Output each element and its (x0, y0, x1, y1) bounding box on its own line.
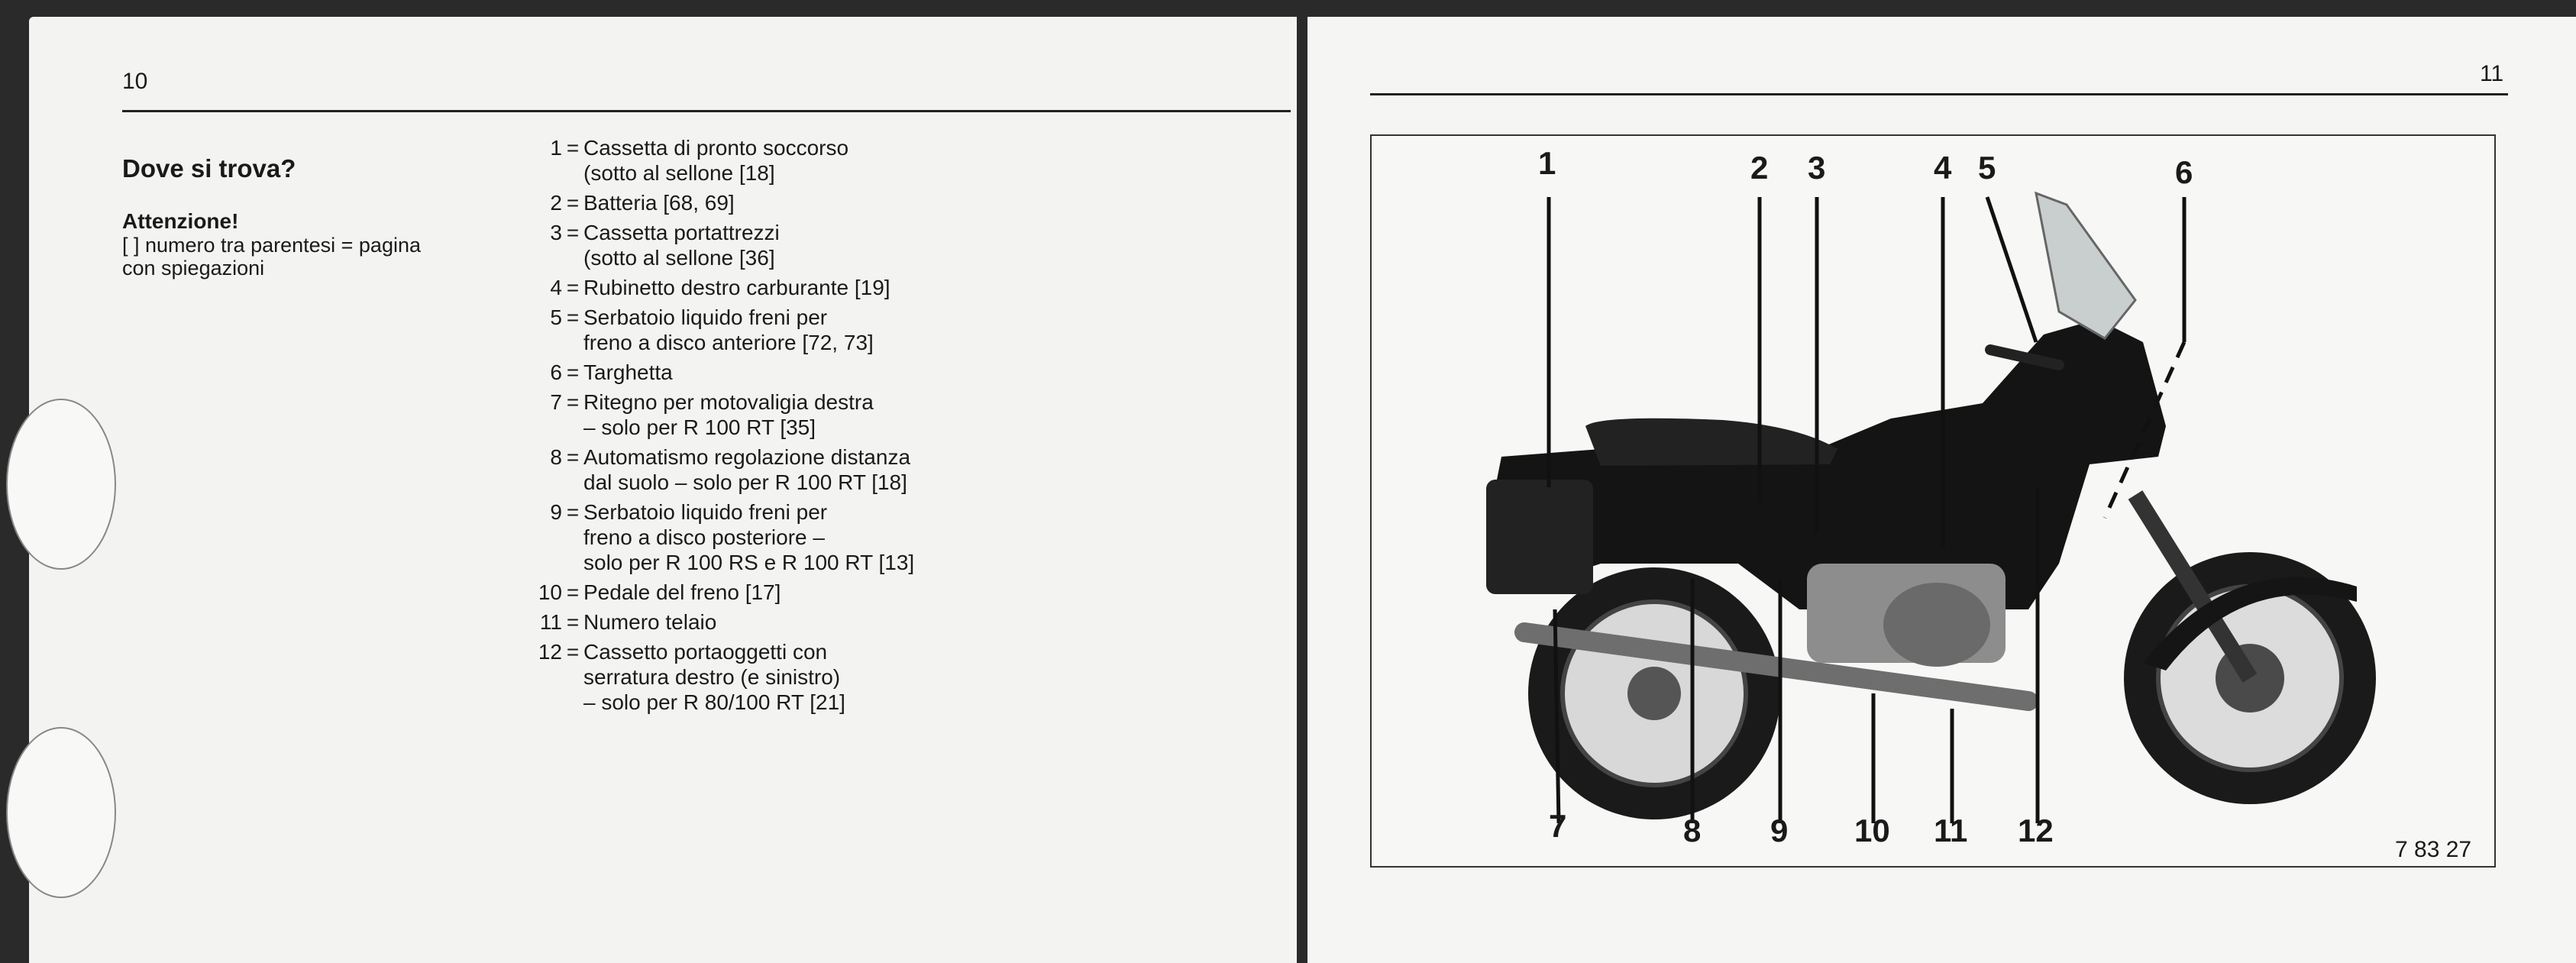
legend-text: Cassetta di pronto soccorso (sotto al sellone [18] (583, 136, 849, 185)
callout-5: 5 (1978, 150, 1996, 186)
legend-text: Pedale del freno [17] (583, 580, 781, 604)
list-item: 5 = Serbatoio liquido freni per freno a disco anteriore [72, 73] (518, 305, 1022, 355)
legend-number: 7 (550, 390, 562, 414)
left-page (29, 17, 1297, 963)
legend-text: Cassetta portattrezzi (sotto al sellone [36] (583, 221, 780, 270)
legend-number: 1 (550, 136, 562, 160)
legend-text: Numero telaio (583, 610, 717, 634)
callout-2: 2 (1750, 150, 1769, 186)
legend-number: 6 (550, 360, 562, 384)
list-item: 9 = Serbatoio liquido freni per freno a disco posteriore – solo per R 100 RS e R 100 RT [13] (518, 499, 1022, 575)
warning-text: [ ] numero tra parentesi = pagina con spiegazioni (122, 234, 421, 280)
legend-number: 5 (550, 305, 562, 329)
legend-number: 12 (538, 640, 562, 664)
legend-text: Automatismo regolazione distanza dal suolo – solo per R 100 RT [18] (583, 445, 911, 494)
binder-notch-bottom (6, 727, 116, 898)
seat (1585, 418, 1837, 466)
callout-7: 7 (1549, 808, 1567, 844)
engine (1807, 564, 2006, 667)
windshield (2036, 193, 2135, 338)
page-number-right: 11 (2480, 61, 2504, 86)
page-number-left: 10 (122, 69, 148, 94)
rear-wheel (1528, 567, 1780, 819)
legend-text: Rubinetto destro carburante [19] (583, 276, 890, 299)
legend-number: 8 (550, 445, 562, 469)
legend-text: Ritegno per motovaligia destra – solo per R 100 RT [35] (583, 390, 874, 439)
list-item: 4 = Rubinetto destro carburante [19] (518, 275, 1022, 300)
motorcycle-illustration (1372, 136, 2494, 866)
legend-number: 4 (550, 276, 562, 299)
legend-number: 10 (538, 580, 562, 604)
callout-4: 4 (1934, 150, 1952, 186)
callout-3: 3 (1808, 150, 1826, 186)
legend-text: Cassetto portaoggetti con serratura destro (e sinistro) – solo per R 80/100 RT [21] (583, 640, 845, 714)
callout-8: 8 (1683, 813, 1702, 848)
header-rule-left (122, 110, 1291, 112)
warning-title: Attenzione! (122, 209, 239, 233)
saddlebag (1486, 480, 1593, 594)
legend-text: Targhetta (583, 360, 673, 384)
header-rule-right (1370, 93, 2508, 95)
motorcycle-figure (1370, 134, 2496, 868)
list-item: 8 = Automatismo regolazione distanza dal suolo – solo per R 100 RT [18] (518, 444, 1022, 495)
list-item: 1 = Cassetta di pronto soccorso (sotto al sellone [18] (518, 135, 1022, 186)
legend-list (518, 135, 1022, 719)
binder-notch-top (6, 399, 116, 570)
callout-10: 10 (1854, 813, 1890, 848)
list-item: 2 = Batteria [68, 69] (518, 190, 1022, 215)
legend-text: Batteria [68, 69] (583, 191, 735, 215)
callout-1: 1 (1538, 145, 1556, 181)
callout-12: 12 (2018, 813, 2054, 848)
callout-11: 11 (1934, 813, 1968, 848)
callout-6: 6 (2175, 154, 2193, 190)
callout-9: 9 (1770, 813, 1789, 848)
list-item: 12 = Cassetto portaoggetti con serratura destro (e sinistro) – solo per R 80/100 RT [21] (518, 639, 1022, 715)
list-item: 10 = Pedale del freno [17] (518, 580, 1022, 605)
list-item: 7 = Ritegno per motovaligia destra – solo per R 100 RT [35] (518, 389, 1022, 440)
list-item: 6 = Targhetta (518, 360, 1022, 385)
list-item: 11 = Numero telaio (518, 609, 1022, 635)
legend-number: 3 (550, 221, 562, 244)
section-heading: Dove si trova? (122, 154, 296, 183)
legend-text: Serbatoio liquido freni per freno a disco posteriore – solo per R 100 RS e R 100 RT [13] (583, 500, 915, 574)
legend-number: 9 (550, 500, 562, 524)
figure-code: 7 83 27 (2395, 837, 2472, 862)
legend-number: 11 (539, 610, 562, 634)
legend-text: Serbatoio liquido freni per freno a disco anteriore [72, 73] (583, 305, 874, 354)
legend-number: 2 (550, 191, 562, 215)
list-item: 3 = Cassetta portattrezzi (sotto al sellone [36] (518, 220, 1022, 270)
